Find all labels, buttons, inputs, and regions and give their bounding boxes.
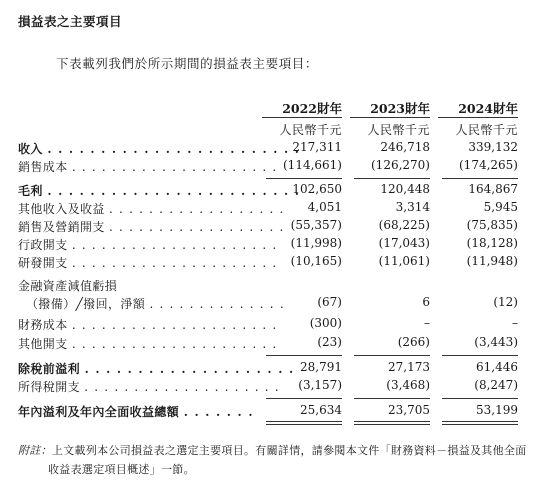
cell-2024: 61,446 [476, 360, 518, 374]
cell-2024: 164,867 [468, 182, 518, 196]
subtotal-rule [442, 398, 518, 399]
subtotal-rule [442, 355, 518, 356]
cell-2023: (266) [397, 335, 430, 349]
total-double-rule [266, 421, 342, 425]
table-row-other-income [18, 200, 538, 218]
row-label: 金融資產減值虧損 [18, 279, 118, 293]
subtotal-rule [354, 355, 430, 356]
cell-2023: – [424, 316, 430, 330]
cell-2023: 23,705 [388, 403, 430, 417]
footnote-line-2: 收益表選定項目概述」一節。 [48, 463, 195, 476]
cell-2024: (8,247) [474, 378, 518, 392]
unit-label-2024: 人民幣千元 [438, 117, 518, 141]
table-row-total-comprehensive-income [18, 403, 538, 421]
cell-2022: 217,311 [292, 140, 342, 154]
table-row-impairment-heading [18, 277, 538, 295]
cell-2022: 25,634 [300, 403, 342, 417]
cell-2022: (67) [317, 295, 342, 309]
table-row-income-tax [18, 378, 538, 396]
cell-2022: (3,157) [298, 378, 342, 392]
subtotal-rule [266, 355, 342, 356]
subtotal-rule [442, 178, 518, 179]
cell-2022: 28,791 [300, 360, 342, 374]
subtotal-rule [354, 178, 430, 179]
subtotal-rule [266, 178, 342, 179]
table-row-rnd-expenses [18, 254, 538, 272]
row-label: 銷售及營銷開支 . . . . . . . . . . . . . . . . . . [18, 220, 285, 234]
table-row-revenue [18, 140, 538, 158]
footnote-tag: 附註： [18, 444, 52, 457]
cell-2023: 120,448 [380, 182, 430, 196]
cell-2024: (12) [493, 295, 518, 309]
subtotal-rule [354, 398, 430, 399]
cell-2023: (68,225) [378, 218, 430, 232]
cell-2024: (174,265) [459, 158, 518, 172]
table-row-other-expenses [18, 335, 538, 353]
cell-2024: (18,128) [466, 236, 518, 250]
cell-2024: (3,443) [474, 335, 518, 349]
unit-label-2023: 人民幣千元 [350, 117, 430, 141]
total-double-rule [354, 421, 430, 425]
row-label: 其他開支 . . . . . . . . . . . . . . . . . . . . . [18, 337, 278, 351]
footnote [18, 441, 538, 479]
cell-2023: (11,061) [378, 254, 430, 268]
cell-2023: 3,314 [395, 200, 430, 214]
intro-paragraph: 下表載列我們於所示期間的損益表主要項目： [56, 56, 319, 71]
cell-2024: 53,199 [476, 403, 518, 417]
row-label: （撥備）╱撥回，淨額 . . . . . . . . . . . . . . [26, 297, 285, 311]
row-label: 行政開支 . . . . . . . . . . . . . . . . . . . . . [18, 238, 278, 252]
cell-2023: 27,173 [388, 360, 430, 374]
cell-2022: 102,650 [292, 182, 342, 196]
cell-2023: (126,270) [371, 158, 430, 172]
unit-label-2022: 人民幣千元 [262, 117, 342, 141]
table-row-gross-profit [18, 182, 538, 200]
column-header-2024: 2024財年 [458, 101, 518, 116]
cell-2023: 6 [422, 295, 430, 309]
cell-2022: (300) [309, 316, 342, 330]
cell-2023: (3,468) [386, 378, 430, 392]
cell-2022: 4,051 [307, 200, 342, 214]
row-label: 年內溢利及年內全面收益總額 . . . . . . . [18, 405, 254, 419]
cell-2024: 339,132 [468, 140, 518, 154]
section-heading: 損益表之主要項目 [18, 14, 123, 29]
column-header-2022: 2022財年 [282, 101, 342, 116]
column-header-2023: 2023財年 [370, 101, 430, 116]
table-row-selling-expenses [18, 218, 538, 236]
row-label: 除稅前溢利 . . . . . . . . . . . . . . . . . . . . [18, 362, 295, 376]
row-label: 其他收入及收益 . . . . . . . . . . . . . . . . . . [18, 202, 285, 216]
row-label: 研發開支 . . . . . . . . . . . . . . . . . . . . . [18, 256, 278, 270]
subtotal-rule [266, 398, 342, 399]
cell-2024: 5,945 [483, 200, 518, 214]
table-row-profit-before-tax [18, 360, 538, 378]
cell-2022: (10,165) [290, 254, 342, 268]
cell-2024: – [512, 316, 518, 330]
table-row-impairment-net [18, 295, 538, 313]
cell-2023: 246,718 [380, 140, 430, 154]
cell-2024: (75,835) [466, 218, 518, 232]
row-label: 財務成本 . . . . . . . . . . . . . . . . . . . . . [18, 318, 278, 332]
row-label: 收入 . . . . . . . . . . . . . . . . . . . . . . . . [18, 142, 301, 156]
cell-2024: (11,948) [466, 254, 518, 268]
cell-2022: (114,661) [283, 158, 342, 172]
row-label: 毛利 . . . . . . . . . . . . . . . . . . . . . . . . [18, 184, 301, 198]
table-row-cost-of-sales [18, 158, 538, 176]
table-row-finance-costs [18, 316, 538, 334]
row-label: 所得稅開支 . . . . . . . . . . . . . . . . . . . . [18, 380, 280, 394]
table-row-admin-expenses [18, 236, 538, 254]
cell-2022: (11,998) [290, 236, 342, 250]
cell-2022: (23) [317, 335, 342, 349]
row-label: 銷售成本 . . . . . . . . . . . . . . . . . . . . . [18, 160, 278, 174]
cell-2022: (55,357) [290, 218, 342, 232]
footnote-line-1: 上文載列本公司損益表之選定主要項目。有關詳情，請參閱本文件「財務資料－損益及其他全面 [51, 444, 527, 457]
cell-2023: (17,043) [378, 236, 430, 250]
total-double-rule [442, 421, 518, 425]
